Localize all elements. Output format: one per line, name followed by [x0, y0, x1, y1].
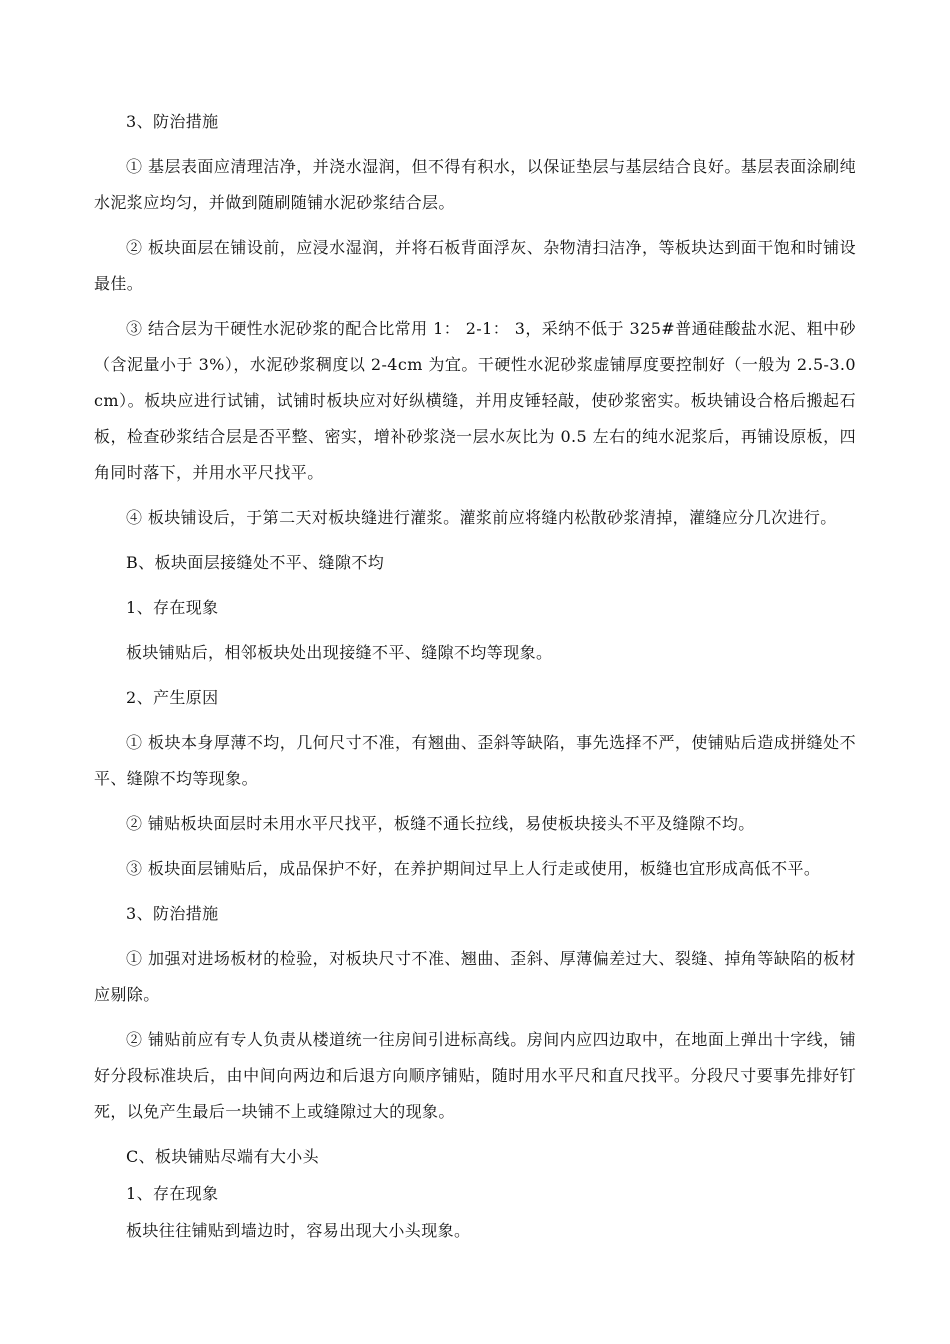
section-heading: 3、防治措施	[126, 112, 219, 131]
paragraph: ① 基层表面应清理洁净，并浇水湿润，但不得有积水，以保证垫层与基层结合良好。基层表面涂刷纯水泥浆应均匀，并做到随刷随铺水泥砂浆结合层。	[94, 157, 856, 212]
paragraph: 板块往往铺贴到墙边时，容易出现大小头现象。	[126, 1221, 471, 1240]
paragraph: ② 铺贴前应有专人负责从楼道统一往房间引进标高线。房间内应四边取中，在地面上弹出十字线，铺好分段标准块后，由中间向两边和后退方向顺序铺贴，随时用水平尺和直尺找平。分段尺寸要事先排好钉死，以免产生最后一块铺不上或缝隙过大的现象。	[94, 1030, 856, 1121]
section-heading: 2、产生原因	[126, 688, 219, 707]
section-heading: 3、防治措施	[126, 904, 219, 923]
paragraph: ① 加强对进场板材的检验，对板块尺寸不准、翘曲、歪斜、厚薄偏差过大、裂缝、掉角等缺陷的板材应剔除。	[94, 949, 856, 1004]
paragraph: ④ 板块铺设后，于第二天对板块缝进行灌浆。灌浆前应将缝内松散砂浆清掉，灌缝应分几次进行。	[126, 508, 837, 527]
paragraph: 板块铺贴后，相邻板块处出现接缝不平、缝隙不均等现象。	[126, 643, 553, 662]
section-heading: 1、存在现象	[126, 1184, 219, 1203]
paragraph: ③ 结合层为干硬性水泥砂浆的配合比常用 1： 2-1： 3，采纳不低于 325#普通硅酸盐水泥、粗中砂（含泥量小于 3%），水泥砂浆稠度以 2-4cm 为宜。干硬性水泥砂浆虚铺厚度要控制好（一般为 2.5-3.0cm）。板块应进行试铺，试铺时板块应对好纵横缝，并用皮锤轻敲，使砂浆密实。板块铺设合格后搬起石板，检查砂浆结合层是否平整、密实，增补砂浆浇一层水灰比为 0.5 左右的纯水泥浆后，再铺设原板，四角同时落下，并用水平尺找平。	[94, 319, 856, 482]
paragraph: ① 板块本身厚薄不均，几何尺寸不准，有翘曲、歪斜等缺陷，事先选择不严，使铺贴后造成拼缝处不平、缝隙不均等现象。	[94, 733, 856, 788]
section-heading: C、板块铺贴尽端有大小头	[126, 1147, 320, 1166]
document-body	[94, 104, 856, 1250]
paragraph: ② 板块面层在铺设前，应浸水湿润，并将石板背面浮灰、杂物清扫洁净，等板块达到面干饱和时铺设最佳。	[94, 238, 856, 293]
paragraph: ② 铺贴板块面层时未用水平尺找平，板缝不通长拉线，易使板块接头不平及缝隙不均。	[126, 814, 755, 833]
paragraph: ③ 板块面层铺贴后，成品保护不好，在养护期间过早上人行走或使用，板缝也宜形成高低不平。	[126, 859, 821, 878]
section-heading: B、板块面层接缝处不平、缝隙不均	[126, 553, 385, 572]
section-heading: 1、存在现象	[126, 598, 219, 617]
